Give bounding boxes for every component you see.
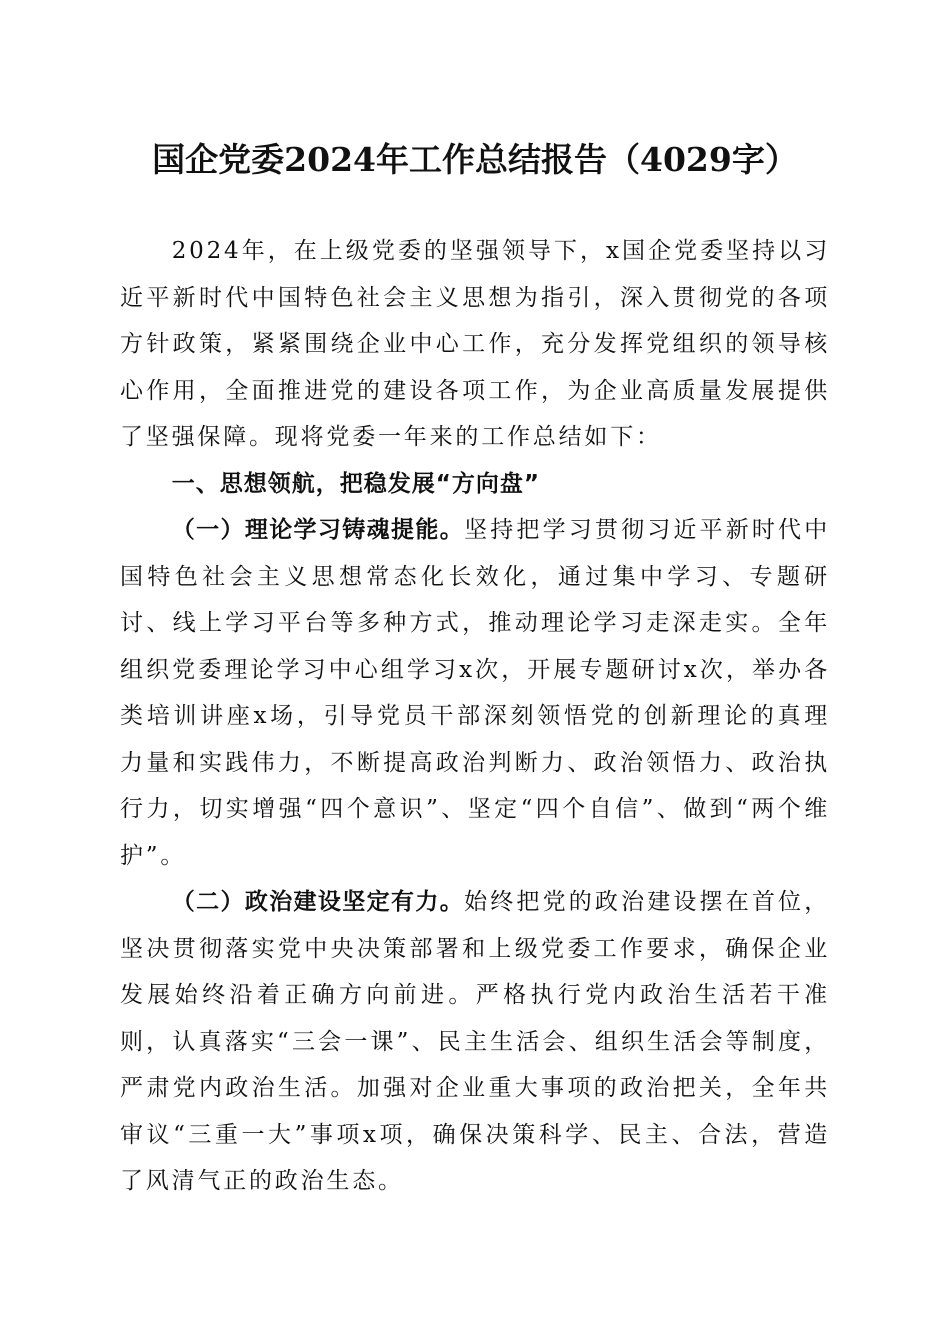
intro-paragraph: 2024年，在上级党委的坚强领导下，x国企党委坚持以习近平新时代中国特色社会主义思想为指引，深入贯彻党的各项方针政策，紧紧围绕企业中心工作，充分发挥党组织的领导核心作用，全面推进党的建设各项工作，为企业高质量发展提供了坚强保障。现将党委一年来的工作总结如下： <box>120 238 830 450</box>
item-text: 坚持把学习贯彻习近平新时代中国特色社会主义思想常态化长效化，通过集中学习、专题研讨、线上学习平台等多种方式，推动理论学习走深走实。全年组织党委理论学习中心组学习x次，开展专题研讨x次，举办各类培训讲座x场，引导党员干部深刻领悟党的创新理论的真理力量和实践伟力，不断提高政治判断力、政治领悟力、政治执行力，切实增强“四个意识”、坚定“四个自信”、做到“两个维护”。 <box>120 517 830 869</box>
section-item-paragraph <box>120 507 830 879</box>
section-item-paragraph <box>120 879 830 1205</box>
item-lead: （二）政治建设坚定有力。 <box>171 889 465 915</box>
section-heading: 一、思想领航，把稳发展“方向盘” <box>171 470 540 497</box>
document-body <box>120 228 830 1205</box>
document-title: 国企党委2024年工作总结报告（4029字） <box>152 140 798 179</box>
item-text: 始终把党的政治建设摆在首位，坚决贯彻落实党中央决策部署和上级党委工作要求，确保企业发展始终沿着正确方向前进。严格执行党内政治生活若干准则，认真落实“三会一课”、民主生活会、组织生活会等制度，严肃党内政治生活。加强对企业重大事项的政治把关，全年共审议“三重一大”事项x项，确保决策科学、民主、合法，营造了风清气正的政治生态。 <box>120 889 830 1194</box>
item-lead: （一）理论学习铸魂提能。 <box>171 517 465 543</box>
